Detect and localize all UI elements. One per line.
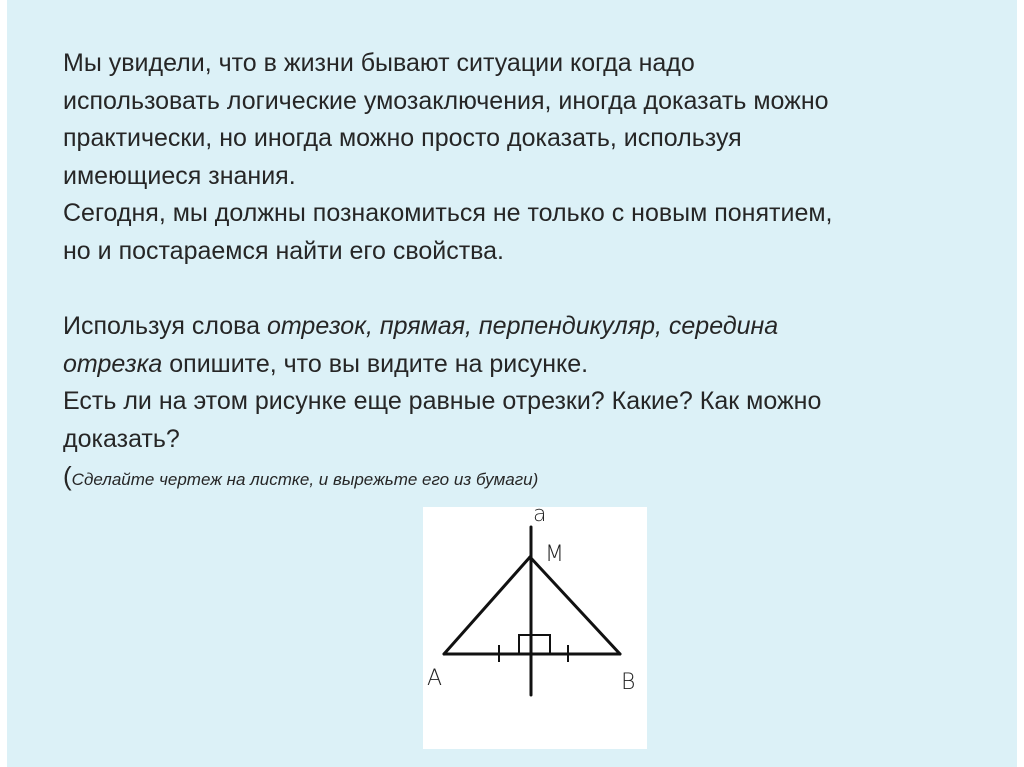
intro-line: Мы увидели, что в жизни бывают ситуации когда надо	[63, 49, 695, 77]
task-lead: Используя слова	[63, 312, 267, 340]
task-terms-continued: отрезка	[63, 349, 163, 378]
label-point-a: A	[427, 666, 443, 691]
label-point-m: M	[545, 542, 564, 567]
task-question-line: доказать?	[63, 424, 180, 453]
segment-mb	[530, 557, 620, 654]
figure-drawing	[423, 507, 647, 749]
note-text: Сделайте чертеж на листке, и вырежьте его из бумаги)	[71, 470, 539, 489]
intro-line: практически, но иногда можно просто доказать, используя	[63, 124, 742, 152]
triangle-figure	[423, 507, 647, 749]
intro-line: Сегодня, мы должны познакомиться не только с новым понятием,	[63, 199, 833, 227]
task-instruction: опишите, что вы видите на рисунке.	[162, 349, 589, 378]
task-line-1	[63, 308, 993, 346]
label-line-a: a	[533, 507, 547, 527]
task-question-line: Есть ли на этом рисунке еще равные отрезки? Какие? Как можно	[63, 387, 822, 415]
task-terms: отрезок, прямая, перпендикуляр, середина	[266, 312, 779, 340]
task-paragraph	[63, 308, 993, 498]
segment-am	[444, 557, 530, 654]
intro-line: использовать логические умозаключения, иногда доказать можно	[63, 86, 829, 115]
intro-line: но и постараемся найти его свойства.	[63, 236, 504, 265]
note-open-paren: (	[63, 461, 72, 491]
label-point-b: B	[621, 670, 636, 695]
right-angle-mark	[519, 635, 550, 654]
slide	[7, 0, 1017, 767]
task-line-2	[63, 346, 993, 384]
intro-line: имеющиеся знания.	[63, 161, 296, 190]
task-note	[63, 458, 993, 498]
intro-paragraph	[63, 45, 993, 270]
